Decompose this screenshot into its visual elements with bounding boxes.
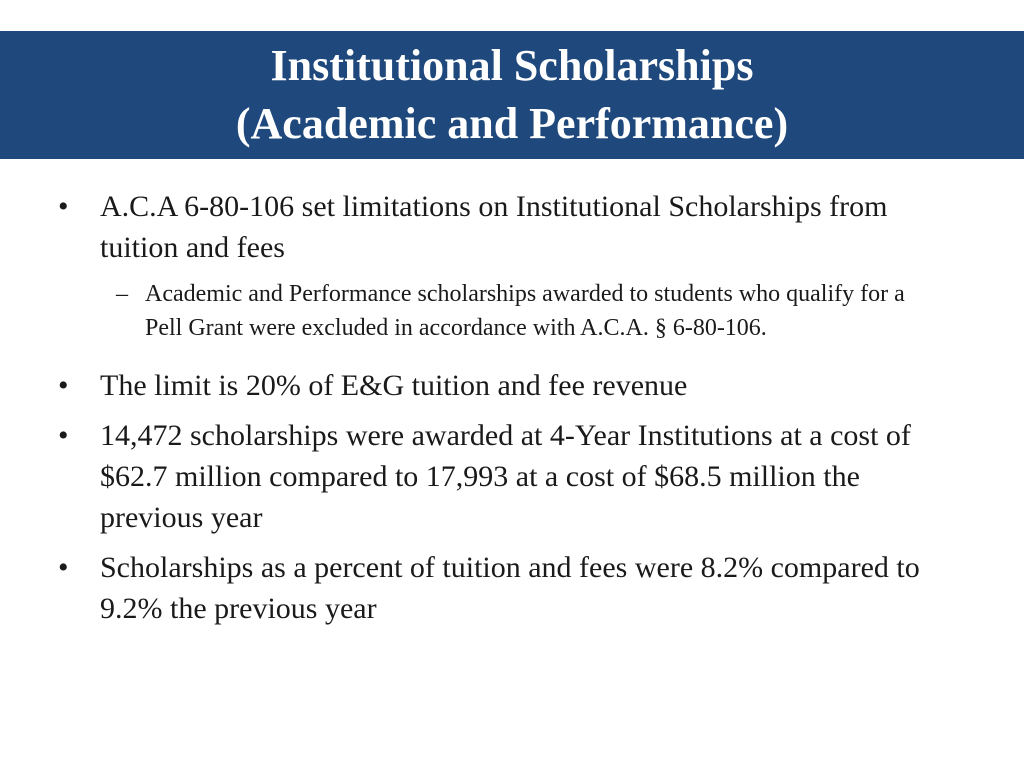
- bullet-marker: •: [58, 551, 69, 584]
- slide-title-line-1: Institutional Scholarships: [270, 41, 754, 90]
- bullet-text: Scholarships as a percent of tuition and fees were 8.2% compared to 9.2% the previous year: [100, 551, 920, 625]
- bullet-text: The limit is 20% of E&G tuition and fee revenue: [100, 369, 688, 402]
- bullet-item: [58, 365, 958, 406]
- bullet-marker: •: [58, 190, 69, 223]
- bullet-marker: •: [58, 419, 69, 452]
- bullet-item: [58, 415, 920, 538]
- bullet-item: [58, 547, 958, 629]
- bullet-text: A.C.A 6-80-106 set limitations on Institutional Scholarships from tuition and fees: [100, 190, 888, 264]
- dash-marker: –: [116, 281, 128, 307]
- slide-body: [58, 186, 958, 638]
- bullet-marker: •: [58, 369, 69, 402]
- bullet-text: 14,472 scholarships were awarded at 4-Year Institutions at a cost of $62.7 million compared to 17,993 at a cost of $68.5 million the previous year: [100, 419, 911, 534]
- slide-title-line-2: (Academic and Performance): [235, 99, 789, 148]
- sub-bullet-item: [58, 277, 945, 345]
- title-banner: [0, 31, 1024, 159]
- bullet-item: [58, 186, 940, 268]
- sub-bullet-text: Academic and Performance scholarships awarded to students who qualify for a Pell Grant were excluded in accordance with A.C.A. § 6-80-106.: [145, 281, 905, 341]
